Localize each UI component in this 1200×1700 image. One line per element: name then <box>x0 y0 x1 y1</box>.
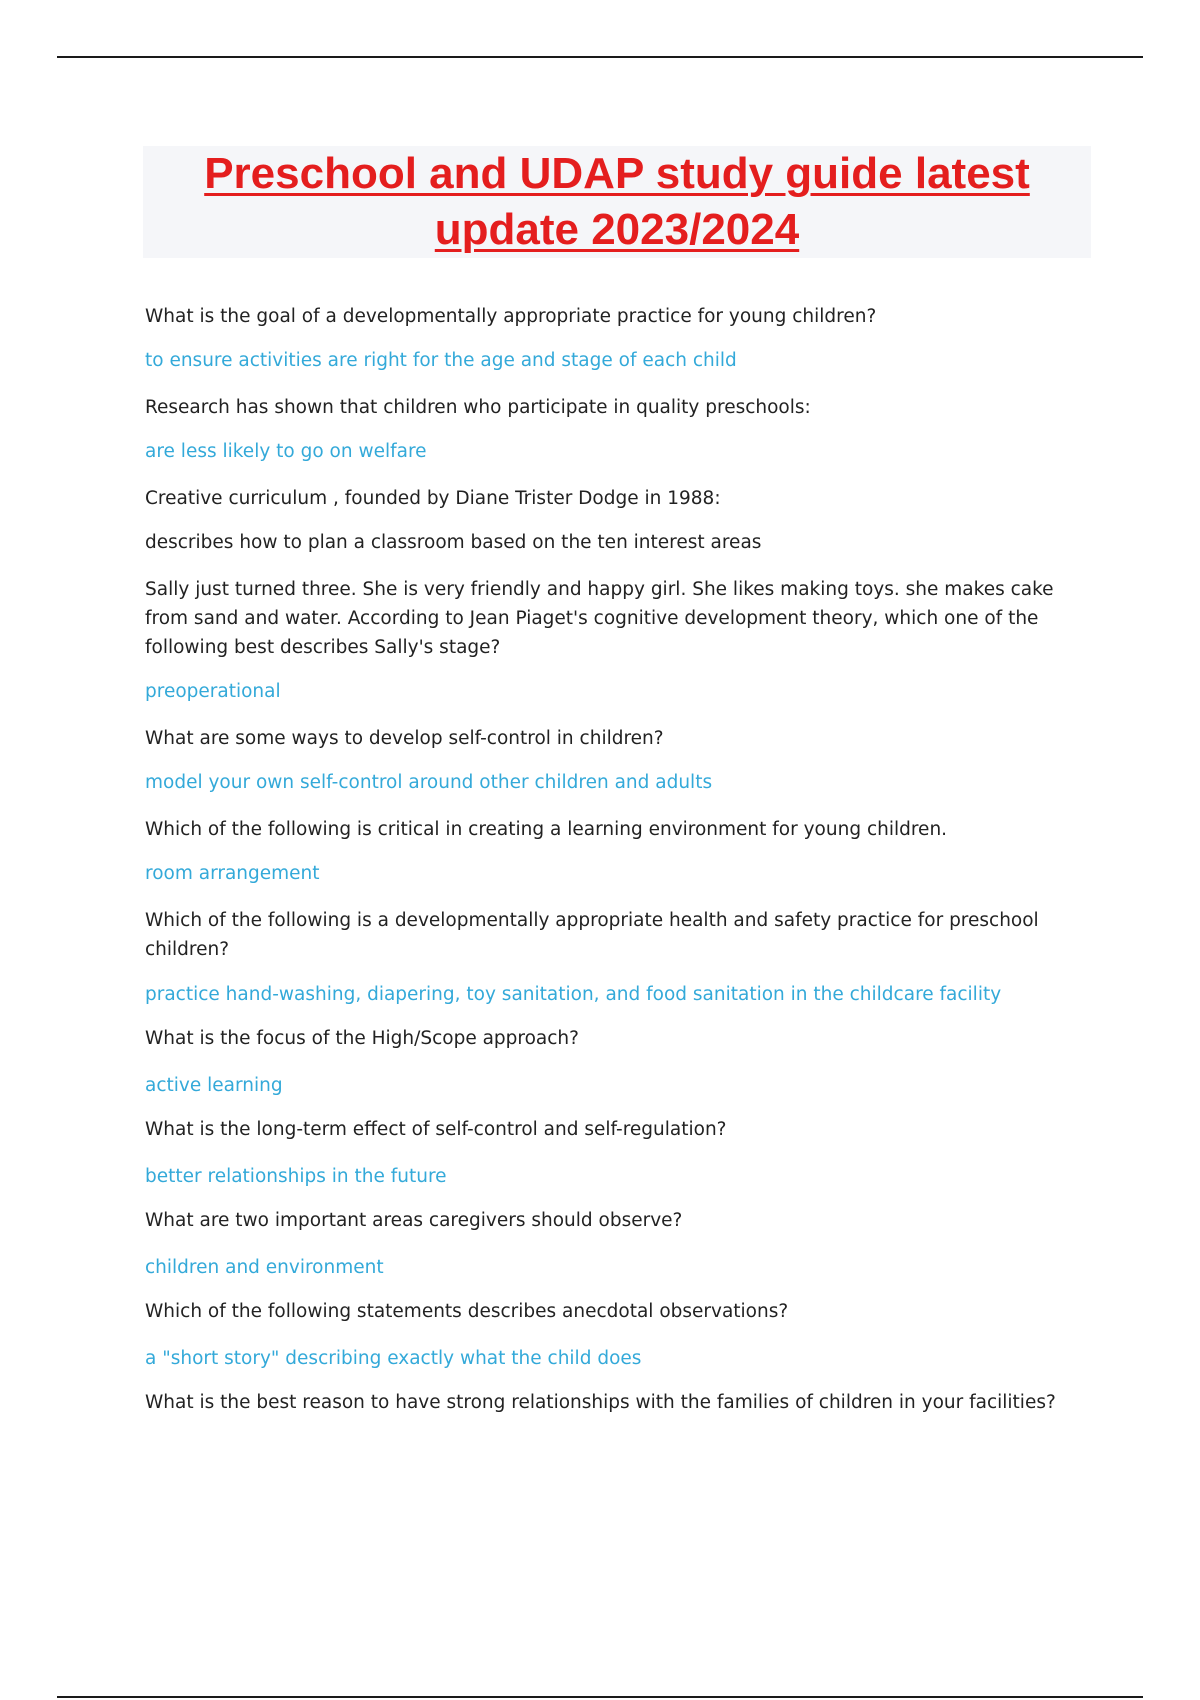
question-text: Which of the following is critical in creating a learning environment for young children. <box>145 819 948 840</box>
answer-text: practice hand-washing, diapering, toy sanitation, and food sanitation in the childcare facility <box>145 984 1002 1005</box>
title-banner <box>143 146 1091 258</box>
question-text: Research has shown that children who participate in quality preschools: <box>145 397 811 418</box>
answer-text: are less likely to go on welfare <box>145 441 427 462</box>
answer-text: a "short story" describing exactly what the child does <box>145 1348 642 1369</box>
answer-text: preoperational <box>145 681 281 702</box>
answer-text: better relationships in the future <box>145 1166 447 1187</box>
question-text: What is the long-term effect of self-control and self-regulation? <box>145 1119 727 1140</box>
question-text: What is the goal of a developmentally appropriate practice for young children? <box>145 306 877 327</box>
question-text: What is the best reason to have strong relationships with the families of children in your facilities? <box>145 1392 1056 1413</box>
question-text: What is the focus of the High/Scope approach? <box>145 1028 579 1049</box>
top-rule <box>57 56 1143 58</box>
document-title: Preschool and UDAP study guide latest update 2023/2024 <box>204 149 1030 254</box>
question-text: Sally just turned three. She is very friendly and happy girl. She likes making toys. she makes cake from sand and water. According to Jean Piaget's cognitive development theory, which one of the following best describes Sally's stage? <box>145 579 1054 658</box>
question-text: What are some ways to develop self-control in children? <box>145 728 664 749</box>
question-text: Which of the following statements describes anecdotal observations? <box>145 1301 789 1322</box>
answer-text: children and environment <box>145 1257 384 1278</box>
question-text: What are two important areas caregivers should observe? <box>145 1210 683 1231</box>
question-text: Which of the following is a developmentally appropriate health and safety practice for preschool children? <box>145 910 1039 960</box>
answer-text: to ensure activities are right for the age and stage of each child <box>145 350 737 371</box>
question-text: describes how to plan a classroom based on the ten interest areas <box>145 532 762 553</box>
answer-text: room arrangement <box>145 863 320 884</box>
answer-text: model your own self-control around other children and adults <box>145 772 713 793</box>
answer-text: active learning <box>145 1075 283 1096</box>
bottom-rule <box>57 1696 1143 1698</box>
question-text: Creative curriculum , founded by Diane Trister Dodge in 1988: <box>145 488 721 509</box>
